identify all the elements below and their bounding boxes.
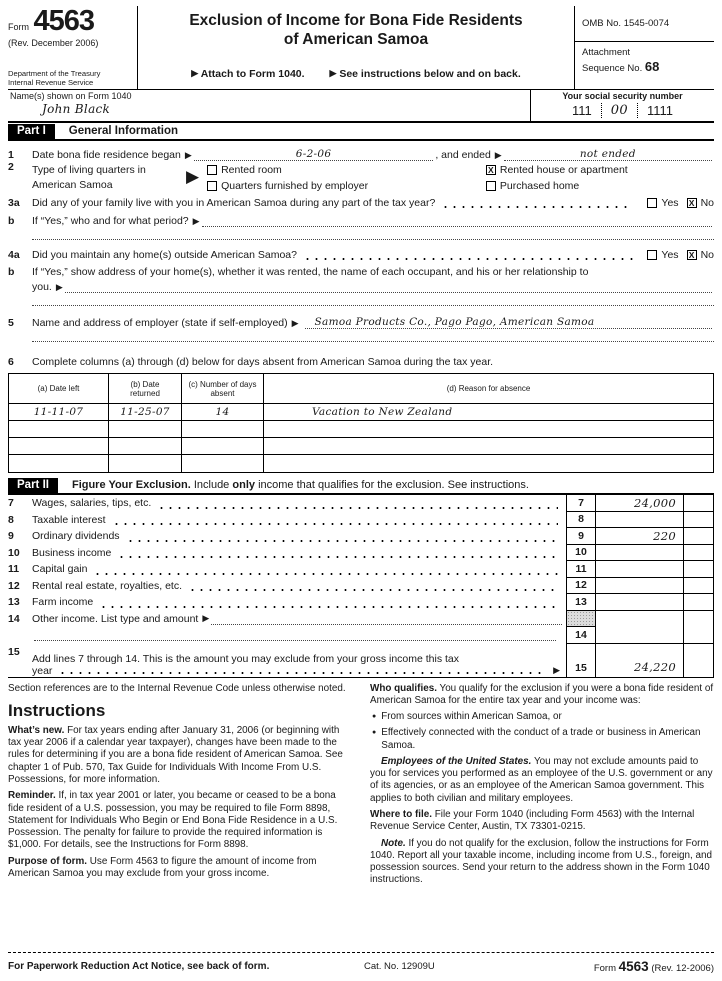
checkbox-rented-house[interactable]: X (486, 165, 496, 175)
bullet-item-1: ● From sources within American Samoa, or (372, 711, 562, 723)
name-field[interactable] (8, 90, 530, 121)
attach-note: Attach to Form 1040. (200, 68, 305, 80)
col-header-date-returned: (b) Date returned (109, 374, 182, 404)
table-cell[interactable] (264, 438, 713, 455)
part2-header (8, 477, 714, 495)
line6-label: Complete columns (a) through (d) below for days absent from American Samoa during the tax year. (32, 356, 494, 368)
table-cell[interactable] (109, 455, 182, 472)
line4b-response-field-2[interactable] (32, 293, 714, 306)
attachment-sequence-number: 68 (644, 59, 660, 75)
line3b-response-field-2[interactable] (32, 227, 714, 240)
line10-amount-cell[interactable] (596, 545, 684, 562)
reminder-paragraph: Reminder. If, in tax year 2001 or later, you became or ceased to be a bona fide resident of a U.S. possession, you may be required to file Form 8898, Statement for Individuals Who Begin or End Bona Fide Residence in a U.S. Possession. The penalty for failure to provide the required information is $1,000. For details, see the Instructions for Form 8898. (8, 790, 338, 851)
line4b-label: If “Yes,” show address of your home(s), whether it was rented, the name of each occupant, and his or her relationship to (32, 266, 589, 278)
attachment-sequence: Attachment Sequence No. 68 (582, 47, 660, 75)
line11-label: Capital gain (32, 563, 88, 576)
who-qualifies-paragraph: Who qualifies. You qualify for the exclusion if you were a bona fide resident of American Samoa for the entire tax year and your income was: (370, 682, 714, 706)
checkbox-4a-no[interactable]: X (687, 250, 697, 260)
table-cell[interactable] (264, 455, 713, 472)
table-cell[interactable] (9, 421, 109, 438)
line14: 14 Other income. List type and amount ▶ (8, 611, 714, 628)
line3b-label: If “Yes,” who and for what period? (32, 215, 189, 227)
line14-cents-cell-2[interactable] (684, 627, 714, 644)
ssn-value: 111 00 1111 (572, 103, 673, 118)
line4a-number: 4a (8, 249, 20, 261)
dot-leaders (117, 554, 558, 559)
form-revision: (Rev. December 2006) (8, 38, 99, 48)
line2-label: Type of living quarters in American Samoa (32, 163, 146, 191)
table-cell[interactable]: 11-25-07 (109, 404, 182, 421)
where-to-file-paragraph: Where to file. File your Form 1040 (including Form 4563) with the Internal Revenue Service Center, Austin, TX 73301-0215. (370, 809, 695, 833)
form-id-block (8, 6, 138, 89)
line3a (8, 195, 714, 211)
form-word: Form (8, 22, 29, 32)
line5-number: 5 (8, 317, 14, 329)
line15-cents-cell[interactable] (684, 644, 714, 677)
line11: 11 Capital gain 11 (8, 561, 714, 578)
arrow-right-icon: ▶ (494, 150, 502, 160)
line15-amount-cell[interactable]: 24,220 (596, 644, 684, 677)
line5-label: Name and address of employer (state if self-employed) (32, 317, 288, 329)
line12-box-number: 12 (566, 578, 596, 595)
line13-label: Farm income (32, 596, 94, 609)
option-rented-room[interactable] (207, 162, 486, 178)
form-title-block (138, 6, 574, 89)
line14-box-number: 14 (566, 627, 596, 644)
table-cell[interactable]: 14 (182, 404, 264, 421)
dot-leaders (188, 587, 558, 592)
table-cell[interactable] (182, 455, 264, 472)
line11-amount-cell[interactable] (596, 561, 684, 578)
line14-cents-cell[interactable] (684, 611, 714, 628)
line14-amount-cell[interactable] (596, 611, 684, 628)
line10-box-number: 10 (566, 545, 596, 562)
line15: 15 Add lines 7 through 14. This is the amount you may exclude from your gross income this tax year ▶ 15 24,220 (8, 644, 714, 677)
arrow-right-icon: ▶ (291, 318, 299, 328)
line6 (8, 352, 714, 368)
line4a-yes[interactable]: Yes (647, 249, 678, 261)
line4b (8, 263, 714, 278)
line11-cents-cell[interactable] (684, 561, 714, 578)
table-cell[interactable]: Vacation to New Zealand (264, 404, 713, 421)
line9-label: Ordinary dividends (32, 530, 120, 543)
line9-cents-cell[interactable] (684, 528, 714, 545)
line12-amount-cell[interactable] (596, 578, 684, 595)
line14-amount-cell-2[interactable] (596, 627, 684, 644)
arrow-right-icon: ▶ (191, 68, 199, 78)
table-cell[interactable] (264, 421, 713, 438)
form-directions (144, 68, 568, 80)
form-title: Exclusion of Income for Bona Fide Residents of American Samoa (189, 12, 523, 49)
part1-title: General Information (68, 125, 179, 137)
arrow-right-icon: ▶ (553, 664, 560, 675)
line5 (8, 311, 714, 329)
see-note: See instructions below and on back. (339, 68, 521, 80)
dot-leaders (157, 505, 558, 510)
line9: 9 Ordinary dividends 9 220 (8, 528, 714, 545)
line15-box-number: 15 (566, 644, 596, 677)
employees-paragraph: Employees of the United States. You may not exclude amounts paid to you for services you performed as an employee of the U.S. government or any of its agencies, or as an employee of the American Samoa government. This applies to both civilian and military employees. (370, 755, 713, 804)
instructions-left-column (8, 683, 352, 953)
line5-employer-field-2[interactable] (32, 329, 714, 342)
line15-label-2: year (32, 664, 53, 677)
dot-leaders (93, 571, 558, 576)
option-rented-house[interactable] (486, 162, 714, 178)
line4a (8, 247, 714, 263)
agency-line-2: Internal Revenue Service (8, 77, 94, 87)
part2-title: Figure Your Exclusion. Include only income that qualifies for the exclusion. See instructions. (71, 479, 529, 491)
line14-type-field[interactable] (211, 613, 562, 625)
line1-began-field[interactable]: 6-2-06 (194, 148, 434, 161)
note-paragraph: Note. If you do not qualify for the exclusion, follow the instructions for Form 1040. Report all your taxable income, including income from U.S., foreign, and possession sources. Send your return to the address shown in the Form 1040 instructions. (370, 837, 712, 886)
footer-form-number: 4563 (618, 958, 649, 974)
whats-new-paragraph: What’s new. For tax years ending after January 31, 2006 (or beginning with tax year 2006 if a calendar year taxpayer), changes have been made to the rules for determining if you are a bona fide resident of American Samoa. See chapter 1 of Pub. 570, Tax Guide for Individuals With Income From U.S. Possessions, for more information. (8, 724, 343, 785)
identity-row (8, 90, 714, 123)
arrow-right-icon: ▶ (184, 150, 192, 160)
table-cell[interactable] (182, 421, 264, 438)
bullet-icon: ● (372, 713, 377, 721)
line1-label: Date bona fide residence began (32, 149, 181, 161)
dot-leaders (303, 256, 633, 261)
line13-amount-cell[interactable] (596, 594, 684, 611)
table-cell[interactable] (109, 421, 182, 438)
line14-label: Other income. List type and amount (32, 612, 199, 625)
line4b-response-field[interactable] (65, 281, 712, 293)
option-label: Quarters furnished by employer (221, 180, 369, 192)
part2-chip: Part II (8, 478, 58, 493)
option-purchased-home[interactable] (486, 178, 714, 194)
section-references: Section references are to the Internal Revenue Code unless otherwise noted. (8, 682, 346, 694)
line3a-number: 3a (8, 197, 20, 209)
dot-leaders (126, 538, 558, 543)
form-footer (8, 952, 714, 979)
table-cell[interactable] (9, 455, 109, 472)
line6-number: 6 (8, 356, 14, 368)
name-value: John Black (42, 102, 111, 116)
bullet-item-2: ● Effectively connected with the conduct of a trade or business in American Samoa. (372, 727, 701, 751)
line8-box-number: 8 (566, 512, 596, 529)
arrow-right-icon: ▶ (192, 216, 200, 226)
line3a-no[interactable]: X No (687, 197, 714, 209)
col-header-date-left: (a) Date left (9, 374, 109, 404)
col-header-reason: (d) Reason for absence (264, 374, 713, 404)
paperwork-notice: For Paperwork Reduction Act Notice, see back of form. (8, 960, 270, 972)
line8: 8 Taxable interest 8 (8, 512, 714, 529)
dot-leaders (112, 521, 558, 526)
line4b-cont (8, 278, 714, 293)
line3b (8, 211, 714, 227)
line13-cents-cell[interactable] (684, 594, 714, 611)
instructions-heading: Instructions (8, 700, 106, 720)
line15-label: Add lines 7 through 14. This is the amount you may exclude from your gross income this tax (32, 652, 460, 665)
catalog-number: Cat. No. 12909U (364, 960, 435, 972)
line12: 12 Rental real estate, royalties, etc. 12 (8, 578, 714, 595)
col-header-days-absent: (c) Number of days absent (182, 374, 264, 404)
line11-box-number: 11 (566, 561, 596, 578)
instructions-section (8, 678, 714, 953)
line7-amount-cell[interactable]: 24,000 (596, 495, 684, 512)
line2-number: 2 (8, 161, 14, 173)
table-cell[interactable] (109, 438, 182, 455)
line4b-number: b (8, 266, 15, 278)
option-quarters-furnished[interactable] (207, 178, 486, 194)
line9-amount-cell[interactable]: 220 (596, 528, 684, 545)
line14-type-field-2[interactable] (34, 629, 556, 641)
part1-header (8, 123, 714, 141)
checkbox-3a-yes[interactable] (647, 198, 657, 208)
arrow-right-icon: ▶ (202, 613, 210, 624)
footer-form-id: Form 4563 (Rev. 12-2006) (593, 958, 714, 974)
line5-employer-field[interactable]: Samoa Products Co., Pago Pago, American Samoa (305, 316, 712, 329)
checkbox-purchased-home[interactable] (486, 181, 496, 191)
line14-shaded-cell (566, 611, 596, 628)
form-header (8, 6, 714, 90)
line10-cents-cell[interactable] (684, 545, 714, 562)
checkbox-quarters-furnished[interactable] (207, 181, 217, 191)
ssn-field[interactable] (530, 90, 714, 121)
line1-number: 1 (8, 149, 14, 161)
line12-cents-cell[interactable] (684, 578, 714, 595)
table-cell[interactable] (9, 438, 109, 455)
line9-box-number: 9 (566, 528, 596, 545)
line1-ended-field[interactable]: not ended (504, 148, 712, 161)
line10-label: Business income (32, 546, 112, 559)
line7-box-number: 7 (566, 495, 596, 512)
line3a-yes[interactable]: Yes (647, 197, 678, 209)
bullet-icon: ● (372, 729, 377, 737)
line1-ended-label: , and ended (435, 149, 491, 161)
purpose-paragraph: Purpose of form. Use Form 4563 to figure the amount of income from American Samoa you may exclude from your gross income. (8, 855, 317, 879)
agency-line-1: Department of the Treasury (8, 68, 101, 78)
line2-options (207, 162, 714, 194)
absence-table (8, 373, 714, 473)
line4a-no[interactable]: X No (687, 249, 714, 261)
line3a-label: Did any of your family live with you in American Samoa during any part of the tax year? (32, 197, 436, 209)
dot-leaders (58, 670, 547, 675)
form-number: 4563 (33, 5, 94, 37)
ssn-label: Your social security number (562, 91, 683, 101)
checkbox-3a-no[interactable]: X (687, 198, 697, 208)
line8-cents-cell[interactable] (684, 512, 714, 529)
line12-label: Rental real estate, royalties, etc. (32, 579, 182, 592)
line8-label: Taxable interest (32, 513, 106, 526)
dot-leaders (441, 204, 633, 209)
name-label: Name(s) shown on Form 1040 (10, 91, 132, 101)
instructions-right-column (370, 683, 714, 953)
arrow-right-icon: ▶ (55, 282, 63, 292)
line14-cont (8, 627, 714, 644)
part1-chip: Part I (8, 124, 55, 139)
line10: 10 Business income 10 (8, 545, 714, 562)
table-cell[interactable] (182, 438, 264, 455)
arrow-right-icon: ▶ (329, 68, 337, 78)
part2-body (8, 495, 714, 678)
line3b-response-field[interactable] (202, 215, 712, 227)
omb-number: OMB No. 1545-0074 (575, 6, 714, 42)
line7-label: Wages, salaries, tips, etc. (32, 497, 152, 510)
line4a-label: Did you maintain any home(s) outside American Samoa? (32, 249, 297, 261)
line13-box-number: 13 (566, 594, 596, 611)
omb-attachment-block (574, 6, 714, 89)
checkbox-rented-room[interactable] (207, 165, 217, 175)
line1 (8, 141, 714, 161)
line13: 13 Farm income 13 (8, 594, 714, 611)
line2 (8, 161, 714, 195)
line7: 7 Wages, salaries, tips, etc. 7 24,000 (8, 495, 714, 512)
arrow-right-icon: ▶ (186, 167, 200, 186)
line7-cents-cell[interactable] (684, 495, 714, 512)
checkbox-4a-yes[interactable] (647, 250, 657, 260)
option-label: Purchased home (499, 180, 580, 192)
line3b-number: b (8, 215, 15, 227)
dot-leaders (99, 604, 558, 609)
line8-amount-cell[interactable] (596, 512, 684, 529)
option-label: Rented room (221, 164, 282, 176)
option-label: Rented house or apartment (499, 164, 628, 176)
table-cell[interactable]: 11-11-07 (9, 404, 109, 421)
line4b-label-2: you. (32, 281, 52, 293)
part1-body (8, 141, 714, 473)
